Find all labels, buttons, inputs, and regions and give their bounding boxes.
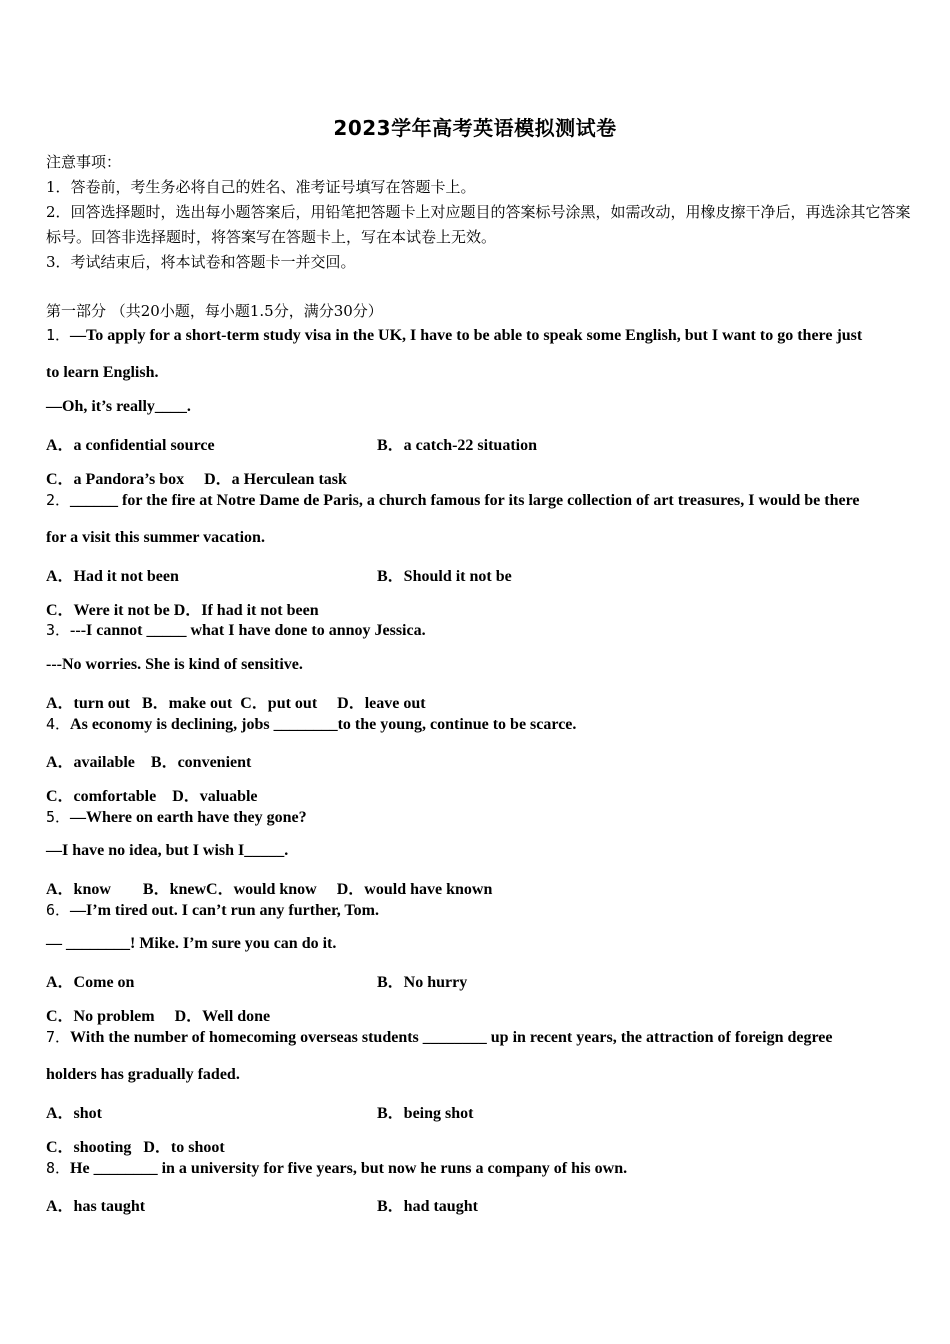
answer-option[interactable]: A．has taught	[46, 1198, 146, 1215]
question-text-continued: holders has gradually faded.	[46, 1066, 240, 1083]
question-stem	[46, 706, 916, 743]
question-text: ______ for the fire at Notre Dame de Paris, a church famous for its large collection of art treasures, I would be there	[70, 492, 860, 509]
answer-option[interactable]: B．being shot	[377, 1105, 474, 1122]
question-text: ---I cannot _____ what I have done to annoy Jessica.	[70, 622, 426, 639]
answer-options-row[interactable]: A．available B．convenient	[46, 754, 252, 771]
question-text: —Where on earth have they gone?	[70, 809, 307, 826]
question-number: 8．	[46, 1159, 71, 1177]
answer-option[interactable]: B．had taught	[377, 1198, 478, 1215]
answer-option[interactable]: B．a catch-22 situation	[377, 437, 538, 454]
question-number: 7．	[46, 1028, 71, 1046]
answer-option[interactable]: B．No hurry	[377, 974, 468, 991]
dialog-line: — ________! Mike. I’m sure you can do it.	[46, 935, 337, 952]
question-stem	[46, 1019, 916, 1056]
question-number: 5．	[46, 808, 71, 826]
answer-options-row[interactable]: C．shooting D．to shoot	[46, 1139, 225, 1156]
page-title: 2023学年高考英语模拟测试卷	[333, 116, 617, 140]
answer-options-row[interactable]: C．No problem D．Well done	[46, 1008, 271, 1025]
question-number: 4．	[46, 715, 71, 733]
question-text: With the number of homecoming overseas students ________ up in recent years, the attraction of foreign degree	[70, 1029, 833, 1046]
question-text-continued: for a visit this summer vacation.	[46, 529, 265, 546]
question-text: —I’m tired out. I can’t run any further, Tom.	[70, 902, 379, 919]
answer-options-row[interactable]: A．know B．knewC．would know D．would have known	[46, 881, 493, 898]
answer-option[interactable]: A．Had it not been	[46, 568, 179, 585]
question-stem	[46, 1150, 916, 1187]
answer-option[interactable]: A．shot	[46, 1105, 103, 1122]
answer-option[interactable]: A．a confidential source	[46, 437, 215, 454]
question-number: 1．	[46, 326, 71, 344]
dialog-line: ---No worries. She is kind of sensitive.	[46, 656, 303, 673]
question-text-continued: to learn English.	[46, 364, 159, 381]
notes-item: 2．回答选择题时，选出每小题答案后，用铅笔把答题卡上对应题目的答案标号涂黑，如需改动，用橡皮擦干净后，再选涂其它答案标号。回答非选择题时，将答案写在答题卡上，写在本试卷上无效。	[46, 203, 911, 246]
question-stem	[46, 612, 916, 649]
answer-options-row[interactable]: C．a Pandora’s box D．a Herculean task	[46, 471, 347, 488]
answer-option[interactable]: A．Come on	[46, 974, 135, 991]
answer-options-row[interactable]: C．comfortable D．valuable	[46, 788, 258, 805]
answer-options-row[interactable]: C．Were it not be D．If had it not been	[46, 602, 319, 619]
answer-options-row[interactable]: A．turn out B．make out C．put out D．leave out	[46, 695, 426, 712]
question-text: As economy is declining, jobs ________to the young, continue to be scarce.	[70, 716, 577, 733]
question-number: 3．	[46, 621, 71, 639]
question-text: He ________ in a university for five years, but now he runs a company of his own.	[70, 1160, 628, 1177]
dialog-line: —Oh, it’s really____.	[46, 398, 191, 415]
question-text: —To apply for a short-term study visa in the UK, I have to be able to speak some English, but I want to go there just	[70, 327, 863, 344]
dialog-line: —I have no idea, but I wish I_____.	[46, 842, 289, 859]
notes-item: 1．答卷前，考生务必将自己的姓名、准考证号填写在答题卡上。	[46, 178, 476, 196]
section-heading: 第一部分 （共20小题，每小题1.5分，满分30分）	[46, 302, 383, 320]
notes-item: 3．考试结束后，将本试卷和答题卡一并交回。	[46, 253, 356, 271]
notes-block	[46, 150, 916, 275]
answer-option[interactable]: B．Should it not be	[377, 568, 512, 585]
notes-heading: 注意事项：	[46, 153, 122, 171]
question-stem	[46, 317, 916, 354]
question-stem	[46, 799, 916, 836]
question-stem	[46, 482, 916, 519]
question-stem	[46, 892, 916, 929]
question-number: 2．	[46, 491, 71, 509]
question-number: 6．	[46, 901, 71, 919]
